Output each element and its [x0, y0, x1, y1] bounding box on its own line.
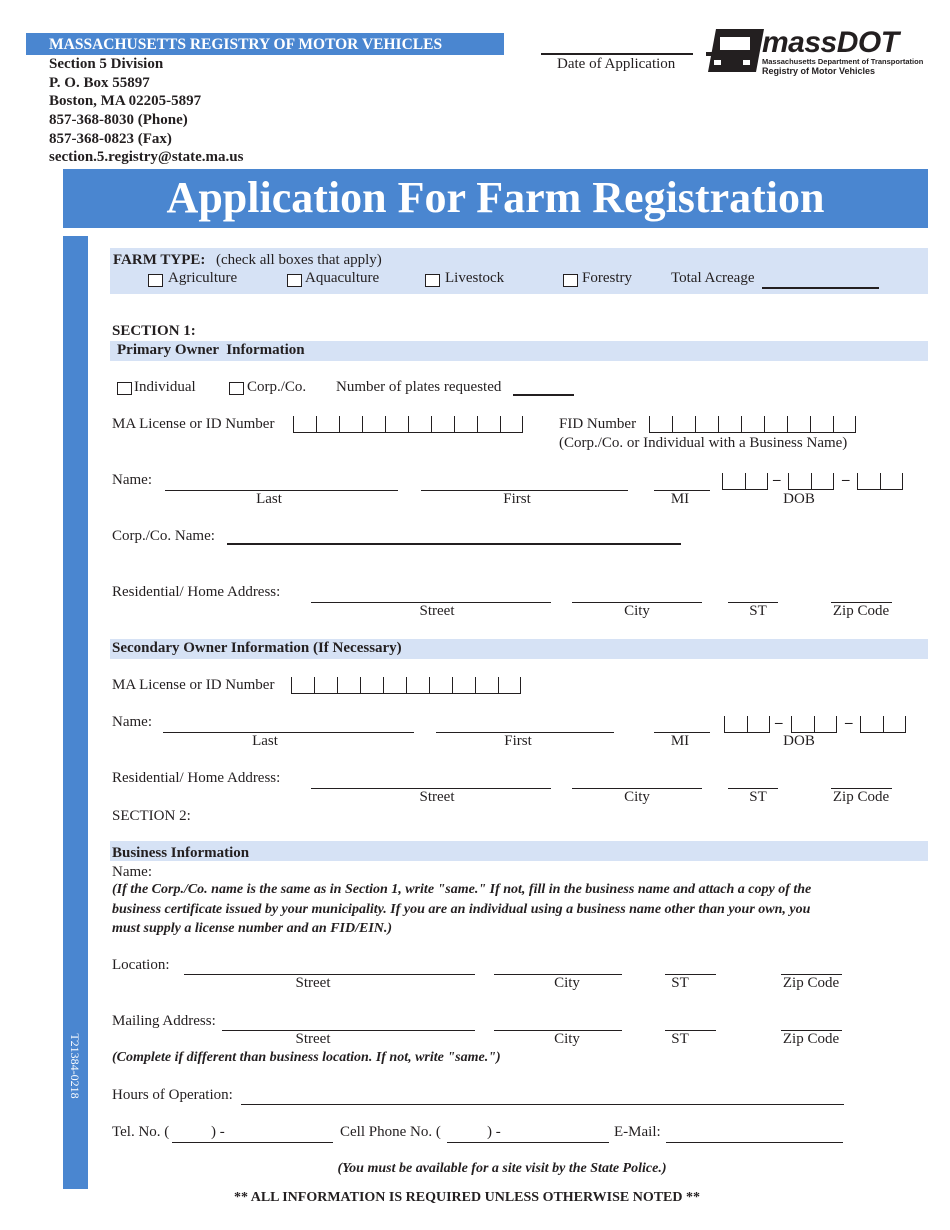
farm-type-label: FARM TYPE:	[113, 252, 206, 268]
business-name-note-3: must supply a license number and an FID/EIN.)	[112, 921, 393, 936]
address-line-2: P. O. Box 55897	[49, 75, 150, 91]
secondary-last-caption: Last	[252, 733, 278, 749]
site-visit-note: (You must be available for a site visit by the State Police.)	[337, 1161, 667, 1176]
section2-heading: SECTION 2:	[112, 808, 191, 824]
home-city-caption: City	[624, 603, 650, 619]
farm-type-note: (check all boxes that apply)	[216, 252, 382, 268]
agriculture-label: Agriculture	[168, 270, 238, 286]
mailing-note: (Complete if different than business location. If not, write "same.")	[112, 1050, 501, 1065]
secondary-dob-year-boxes[interactable]	[860, 716, 906, 733]
secondary-license-boxes[interactable]	[291, 677, 521, 694]
license-number-boxes[interactable]	[293, 416, 523, 433]
secondary-dob-dash-2: –	[845, 715, 853, 731]
page-title: Application For Farm Registration	[166, 173, 825, 222]
cell-field[interactable]	[447, 1142, 609, 1143]
address-line-4: 857-368-8030 (Phone)	[49, 112, 188, 128]
first-caption: First	[503, 491, 531, 507]
location-label: Location:	[112, 957, 170, 973]
dob-day-boxes[interactable]	[788, 473, 834, 490]
tel-close: ) -	[211, 1124, 225, 1140]
livestock-label: Livestock	[445, 270, 505, 286]
logo-subtitle-1: Massachusetts Department of Transportation	[762, 57, 924, 66]
secondary-street-caption: Street	[419, 789, 455, 805]
forestry-label: Forestry	[582, 270, 632, 286]
form-code: T21384-0218	[68, 1033, 82, 1099]
location-st-caption: ST	[671, 975, 689, 991]
primary-owner-heading: Primary Owner Information	[117, 342, 305, 358]
home-zip-caption: Zip Code	[832, 603, 890, 619]
home-street-caption: Street	[419, 603, 455, 619]
aquaculture-checkbox[interactable]	[287, 274, 302, 287]
secondary-zip-caption: Zip Code	[832, 789, 890, 805]
fid-label: FID Number	[559, 416, 637, 432]
secondary-st-caption: ST	[749, 789, 767, 805]
address-line-3: Boston, MA 02205-5897	[49, 93, 202, 109]
mi-caption: MI	[670, 491, 690, 507]
date-of-application-label: Date of Application	[557, 56, 676, 72]
logo-text: massDOT	[762, 26, 899, 59]
email-field[interactable]	[666, 1142, 843, 1143]
total-acreage-field[interactable]	[762, 287, 879, 289]
secondary-dob-month-boxes[interactable]	[724, 716, 770, 733]
mailing-city-caption: City	[554, 1031, 580, 1047]
business-name-note-2: business certificate issued by your municipality. If you are an individual using a business name other than your own, you	[112, 902, 811, 917]
plates-label: Number of plates requested	[336, 379, 502, 395]
agriculture-checkbox[interactable]	[148, 274, 163, 287]
dob-month-boxes[interactable]	[722, 473, 768, 490]
business-name-note-1: (If the Corp./Co. name is the same as in Section 1, write "same." If not, fill in the business name and attach a copy of the	[112, 882, 812, 897]
business-name-label: Name:	[112, 864, 152, 880]
location-street-caption: Street	[295, 975, 331, 991]
last-caption: Last	[256, 491, 282, 507]
forestry-checkbox[interactable]	[563, 274, 578, 287]
secondary-last-field[interactable]	[163, 732, 414, 733]
hours-field[interactable]	[241, 1104, 844, 1105]
mailing-street-caption: Street	[295, 1031, 331, 1047]
corp-label: Corp./Co.	[247, 379, 307, 395]
livestock-checkbox[interactable]	[425, 274, 440, 287]
name-label: Name:	[112, 472, 152, 488]
address-line-6: section.5.registry@state.ma.us	[49, 149, 244, 165]
dob-dash-1: –	[773, 472, 781, 488]
fid-number-boxes[interactable]	[649, 416, 856, 433]
massdot-logo	[706, 26, 931, 78]
location-zip-caption: Zip Code	[782, 975, 840, 991]
logo-subtitle-2: Registry of Motor Vehicles	[762, 66, 876, 76]
dob-caption: DOB	[783, 491, 815, 507]
tel-field[interactable]	[172, 1142, 333, 1143]
secondary-city-caption: City	[624, 789, 650, 805]
secondary-dob-dash-1: –	[775, 715, 783, 731]
address-line-1: Section 5 Division	[49, 56, 164, 72]
secondary-mi-caption: MI	[670, 733, 690, 749]
registry-banner-text: MASSACHUSETTS REGISTRY OF MOTOR VEHICLES	[49, 36, 443, 53]
mailing-street-field[interactable]	[222, 1030, 475, 1031]
home-st-caption: ST	[749, 603, 767, 619]
secondary-name-label: Name:	[112, 714, 152, 730]
secondary-license-label: MA License or ID Number	[112, 677, 275, 693]
dob-dash-2: –	[842, 472, 850, 488]
individual-checkbox[interactable]	[117, 382, 132, 395]
aquaculture-label: Aquaculture	[305, 270, 380, 286]
total-acreage-label: Total Acreage	[671, 270, 755, 286]
secondary-first-caption: First	[504, 733, 532, 749]
home-address-label: Residential/ Home Address:	[112, 584, 281, 600]
dob-year-boxes[interactable]	[857, 473, 903, 490]
location-city-caption: City	[554, 975, 580, 991]
cell-label: Cell Phone No. (	[340, 1124, 441, 1140]
date-of-application-field[interactable]	[541, 53, 693, 55]
secondary-owner-heading: Secondary Owner Information (If Necessary)	[112, 640, 402, 656]
cell-close: ) -	[487, 1124, 501, 1140]
plates-field[interactable]	[513, 394, 574, 396]
tel-label: Tel. No. (	[112, 1124, 170, 1140]
mailing-st-caption: ST	[671, 1031, 689, 1047]
corp-checkbox[interactable]	[229, 382, 244, 395]
address-line-5: 857-368-0823 (Fax)	[49, 131, 172, 147]
license-label: MA License or ID Number	[112, 416, 275, 432]
truck-icon	[706, 26, 768, 76]
mailing-zip-caption: Zip Code	[782, 1031, 840, 1047]
footer-note: ** ALL INFORMATION IS REQUIRED UNLESS OTHERWISE NOTED **	[233, 1190, 700, 1205]
individual-label: Individual	[134, 379, 196, 395]
business-info-heading: Business Information	[112, 845, 250, 861]
secondary-address-label: Residential/ Home Address:	[112, 770, 281, 786]
corp-name-field[interactable]	[227, 543, 681, 545]
fid-note: (Corp./Co. or Individual with a Business Name)	[559, 435, 848, 451]
secondary-dob-day-boxes[interactable]	[791, 716, 837, 733]
hours-label: Hours of Operation:	[112, 1087, 233, 1103]
section1-heading: SECTION 1:	[112, 323, 196, 339]
secondary-dob-caption: DOB	[783, 733, 815, 749]
mailing-label: Mailing Address:	[112, 1013, 216, 1029]
email-label: E-Mail:	[614, 1124, 661, 1140]
corp-name-label: Corp./Co. Name:	[112, 528, 215, 544]
